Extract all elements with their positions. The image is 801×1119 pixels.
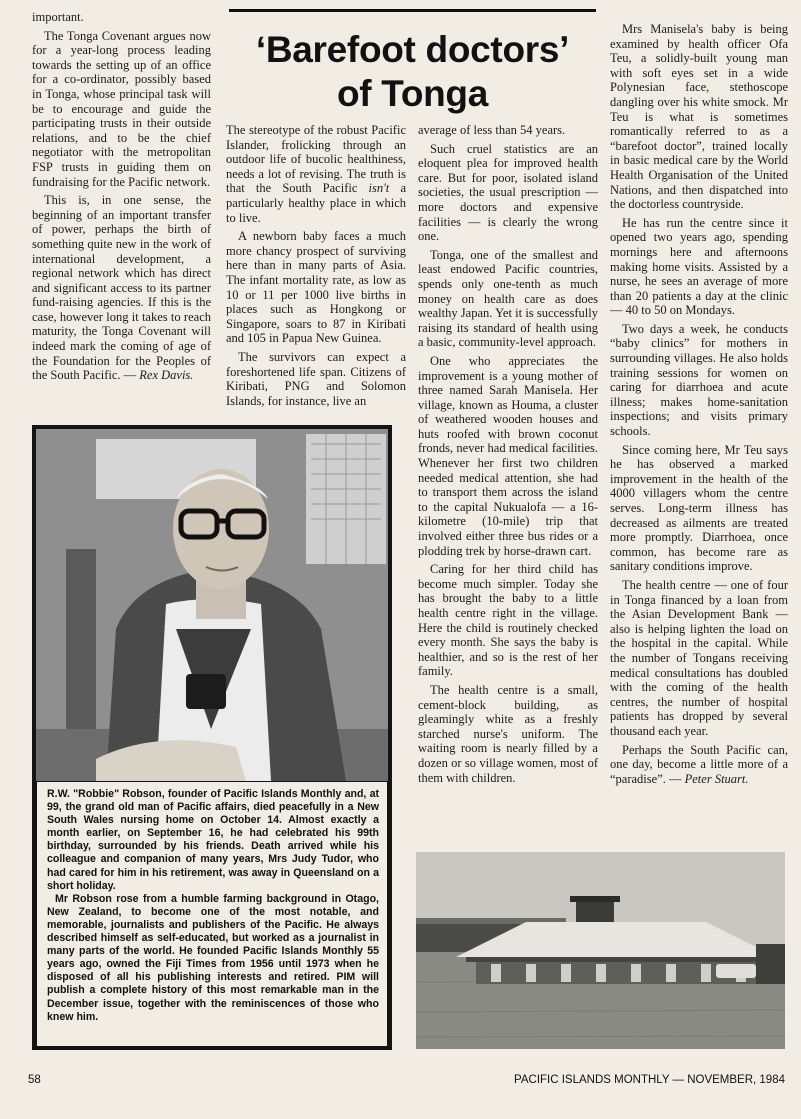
col2-paragraph: A newborn baby faces a much more chancy prospect of surviving here than in many parts of Asia. The infant mortality rate, as low as 10 or 11 per 1000 live births in places such as Hongkong or Singapore, soars to 87 in Kiribati and 105 in Papua New Guinea. [226,229,406,346]
column-4 [610,22,788,786]
headline-rule [229,9,596,12]
health-centre-illustration [416,852,785,1049]
col4-paragraph: The health centre — one of four in Tonga financed by a loan from the Asian Development Bank — also is helping lighten the load on the hospital in the capital. While the number of Tongans receiving medical consultations has doubled with the coming of the health centres, the number of hospital patients has dropped by several thousand each year. [610,577,788,738]
col4-paragraph: Two days a week, he conducts “baby clinics” for mothers in surrounding villages. He also holds training sessions for women on caring for diarrhoea and acute illness; makes home-sanitation inspections; and visits primary schools. [610,321,788,439]
col3-paragraph: average of less than 54 years. [418,123,566,137]
col3-paragraph: Caring for her third child has become much simpler. Today she has brought the baby to a little health centre right in the village. Here the child is routinely checked every month. She says the baby is healthier, and so is the rest of her family. [418,562,598,679]
publication-footer: PACIFIC ISLANDS MONTHLY — NOVEMBER, 1984 [514,1074,785,1086]
caption-paragraph: Mr Robson rose from a humble farming background in Otago, New Zealand, to become one of the most notable, and memorable, journalists and publishers of the Pacific. He always described himself as self-educated, but worked as a journalist in many parts of the world. He founded Pacific Islands Monthly 55 years ago, owned the Fiji Times from 1956 until 1973 when he disposed of all his publishing interests and retired. PIM will publish a complete history of this most remarkable man in the December issue, together with the reminiscences of those who knew him. [47,892,379,1023]
headline [229,28,596,116]
obituary-caption [37,782,387,1046]
col3-paragraph: Such cruel statistics are an eloquent plea for improved health care. But for poor, isolated island societies, the usual prescription — more doctors and expensive facilities — is clearly the wrong one. [418,141,598,244]
col1-paragraph: The Tonga Covenant argues now for a year-long process leading towards the setting up of an office for a co-ordinator, possibly based in Tonga, whose principal task will be to encourage and guide the participating trusts in their outside relations, and to be the chief negotiator with the metropolitan FSP trusts in guiding them on fundraising for the Pacific network. [32,28,211,189]
col2-paragraph: The stereotype of the robust Pacific Islander, frolicking through an outdoor life of bucolic healthiness, needs a lot of revising. The truth is that the South Pacific isn't a particularly healthy place in which to live. [226,123,406,225]
health-centre-photo [416,852,785,1049]
portrait-photo [36,429,388,781]
col3-paragraph: Tonga, one of the smallest and least endowed Pacific countries, spends only one-tenth as much money on health care as does wealthy Japan. Yet it is successfully raising its standard of health using a basic, community-level approach. [418,247,598,350]
column-1 [32,10,211,383]
col1-paragraph: important. [32,10,84,24]
column-2 [226,123,406,408]
headline-line-2: of Tonga [336,73,489,114]
portrait-illustration [36,429,388,781]
col2-paragraph: The survivors can expect a foreshortened life span. Citizens of Kiribati, PNG and Solomon Islands, for instance, live an [226,349,406,408]
col4-paragraph: He has run the centre since it opened two years ago, spending mornings here and afternoons making home visits. Assisted by a nurse, he sees an average of more than 20 patients a day at the clinic — 40 to 50 on Mondays. [610,215,788,318]
col3-paragraph: The health centre is a small, cement-block building, as gleamingly white as a freshly starched nurse's uniform. The waiting room is nearly filled by a dozen or so village women, most of them with children. [418,682,598,785]
col4-byline: Peter Stuart. [684,771,749,786]
caption-paragraph: R.W. "Robbie" Robson, founder of Pacific Islands Monthly and, at 99, the grand old man of Pacific affairs, died peacefully in a New South Wales nursing home on October 14. Almost exactly a month earlier, on September 16, he had celebrated his 99th birthday, surrounded by his friends. Death arrived while his colleague and companion of many years, Mrs Judy Tudor, who had cared for him in his retirement, was away in Queensland on a short holiday. [47,788,379,892]
headline-line-1: ‘Barefoot doctors’ [255,29,570,70]
col4-paragraph: Mrs Manisela's baby is being examined by health officer Ofa Teu, a solidly-built young man with soft eyes set in a wide Polynesian face, stethoscope dangling over his white smock. Mr Teu is what is sometimes romantically referred to as a “barefoot doctor”, trained locally in basic medical care by the World Health Organisation of the United Nations, and then dispatched into the doctorless countryside. [610,22,788,212]
col3-paragraph: One who appreciates the improvement is a young mother of three named Sarah Manisela. Her village, known as Houma, a cluster of weathered wooden houses and huts roofed with brown coconut fronds, never had medical facilities. Whenever her first two children needed medical attention, she had to transport them across the island to the capital Nukualofa — a 16-kilometre (10-mile) trip that involved either three bus rides or a plodding trek by horse-drawn cart. [418,353,598,558]
page-number: 58 [28,1074,41,1086]
col4-paragraph: Perhaps the South Pacific can, one day, become a little more of a “paradise”. — Peter Stuart. [610,742,788,786]
col1-paragraph: This is, in one sense, the beginning of an important transfer of power, perhaps the birth of something quite new in the work of international development, a regional network which has direct and significant access to its partner fund-raising agencies. If this is the case, however long it takes to reach maturity, the Tonga Covenant will indeed mark the coming of age of the Foundation for the Peoples of the South Pacific. — Rex Davis. [32,193,211,383]
obituary-box [32,425,392,1050]
column-3 [418,123,598,785]
col4-paragraph: Since coming here, Mr Teu says he has observed a marked improvement in the health of the 4000 villagers whom the centre serves. Long-term illness has decreased as ailments are treated more promptly. Diarrhoea, once common, has become rare as sanitary conditions improve. [610,442,788,574]
col1-byline: Rex Davis. [139,368,194,383]
